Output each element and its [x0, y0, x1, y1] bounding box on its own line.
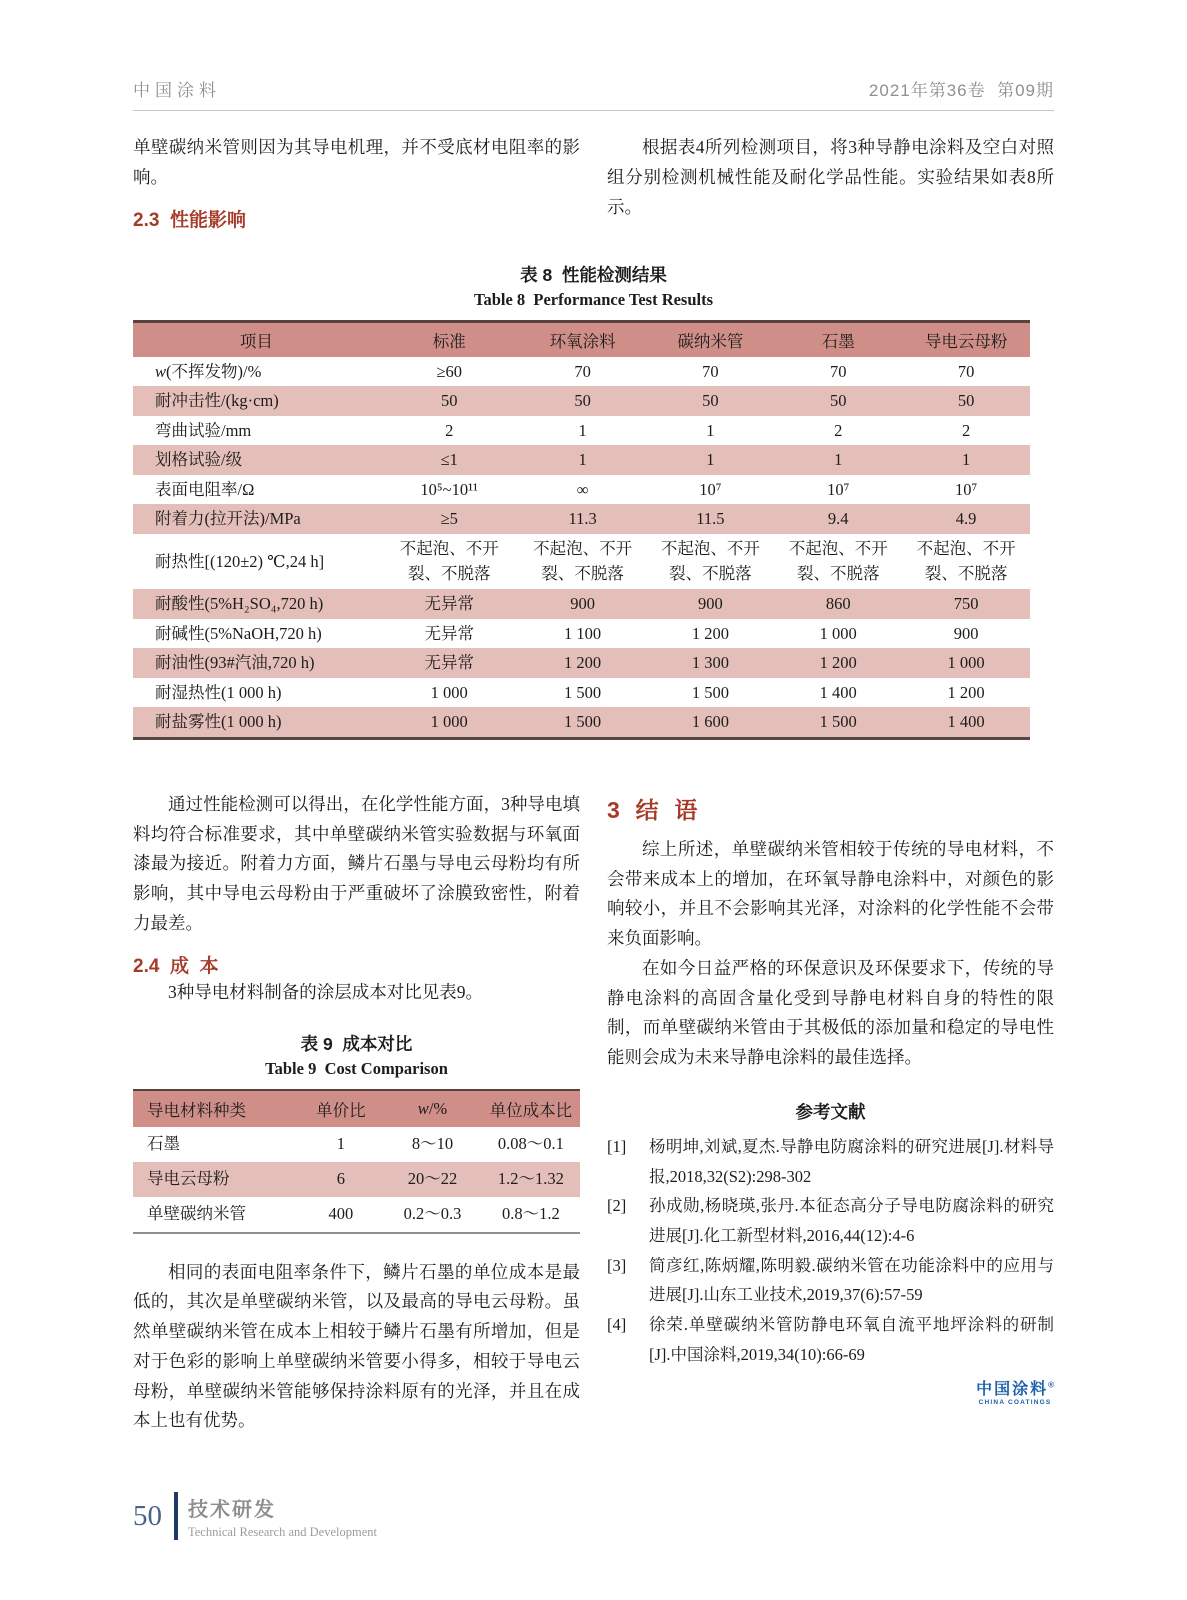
table-cell: 导电云母粉	[147, 1169, 230, 1189]
left-column-top	[133, 133, 580, 232]
table-cell: 2	[445, 420, 454, 440]
footer-section-cn: 技术研发	[188, 1498, 276, 1521]
table-cell: 50	[957, 391, 975, 411]
table-cell: 1 500	[691, 682, 729, 702]
table-row	[133, 1127, 580, 1162]
reference-text: 徐荣.单壁碳纳米管防静电环氧自流平地坪涂料的研制[J].中国涂料,2019,34(10):66-69	[649, 1314, 1054, 1364]
reference-item	[607, 1310, 1054, 1369]
references-heading: 参考文献	[795, 1101, 866, 1122]
table-header-row	[133, 321, 1030, 357]
table9-head	[133, 1090, 580, 1127]
table-cell: 10⁷	[699, 479, 722, 499]
table-row	[133, 619, 1030, 649]
table-cell: 不起泡、不开裂、不脱落	[533, 538, 633, 584]
table-cell: 1	[336, 1134, 345, 1154]
logo-en-text: CHINA COATINGS	[978, 1398, 1052, 1406]
reference-number: [2]	[607, 1196, 627, 1216]
reference-number: [3]	[607, 1255, 627, 1275]
table-cell: 1 600	[691, 712, 729, 732]
table-cell: 1 500	[819, 712, 857, 732]
table9-title-en: Table 9 Cost Comparison	[265, 1059, 448, 1079]
reference-number: [1]	[607, 1136, 627, 1156]
table-row	[133, 678, 1030, 708]
table-cell: 0.2～0.3	[403, 1203, 462, 1223]
table-cell: 0.8～1.2	[501, 1203, 560, 1223]
table-cell: 50	[702, 391, 719, 411]
table-header-cell: 导电云母粉	[902, 321, 1030, 357]
table-cell: 耐碱性(5%NaOH,720 h)	[155, 623, 322, 643]
table-cell: 耐热性[(120±2) ℃,24 h]	[155, 551, 325, 571]
table8-head	[133, 321, 1030, 357]
paragraph: 通过性能检测可以得出，在化学性能方面，3种导电填料均符合标准要求，其中单壁碳纳米管实验数据与环氧面漆最为接近。附着力方面，鳞片石墨与导电云母粉均有所影响，其中导电云母粉由于严重破坏了涂膜致密性，附着力最差。	[133, 793, 580, 933]
table-cell: 划格试验/级	[155, 450, 243, 470]
table-row	[133, 386, 1030, 416]
table-cell: 1 200	[819, 653, 857, 673]
table-cell: 1 400	[819, 682, 857, 702]
section-heading-2-3: 2.3 性能影响	[133, 209, 246, 231]
table-cell: 750	[953, 594, 979, 613]
table-cell: 10⁵~10¹¹	[420, 479, 478, 499]
page-number: 50	[133, 1499, 162, 1532]
table-cell: 不起泡、不开裂、不脱落	[788, 538, 888, 584]
reference-text: 简彦红,陈炳耀,陈明毅.碳纳米管在功能涂料中的应用与进展[J].山东工业技术,2019,37(6):57-59	[649, 1255, 1054, 1305]
table-header-cell: 环氧涂料	[519, 321, 647, 357]
table-cell: 无异常	[424, 653, 474, 673]
table-cell: 1 500	[564, 712, 602, 732]
reference-item	[607, 1191, 1054, 1250]
table-cell: 11.5	[696, 509, 725, 529]
table-cell: 2	[961, 420, 971, 440]
table-cell: 1 000	[430, 712, 468, 732]
table-header-cell: 项目	[133, 321, 380, 357]
table-cell: 1 200	[947, 682, 985, 702]
logo-cn-text: 中国涂料®	[976, 1380, 1054, 1399]
section-heading-3: 3 结 语	[607, 796, 699, 823]
table-row	[133, 357, 1030, 387]
table8-body	[133, 357, 1030, 739]
right-column-top	[607, 133, 1054, 232]
table-cell: 1 400	[947, 712, 985, 732]
journal-name: 中国涂料	[133, 81, 221, 100]
table-header-cell: 碳纳米管	[647, 321, 775, 357]
section-heading-2-4: 2.4 成 本	[133, 955, 219, 977]
table-cell: ≥60	[436, 361, 462, 381]
reference-number: [4]	[607, 1314, 627, 1334]
table-row	[133, 1162, 580, 1197]
page-footer	[133, 1492, 377, 1540]
table-cell: 70	[702, 361, 719, 381]
table-header-cell: 石墨	[774, 321, 902, 357]
table-cell: 20～22	[407, 1169, 458, 1189]
table-cell: 1.2～1.32	[497, 1169, 564, 1189]
reference-text: 孙成勋,杨晓瑛,张丹.本征态高分子导电防腐涂料的研究进展[J].化工新型材料,2016,44(12):4-6	[649, 1196, 1054, 1245]
table-cell: 2	[834, 420, 843, 440]
table8-title-cn: 表 8 性能检测结果	[520, 264, 667, 285]
table-cell: 无异常	[424, 623, 474, 643]
table-cell: 1 000	[430, 682, 468, 702]
paragraph: 3种导电材料制备的涂层成本对比见表9。	[168, 981, 483, 1002]
paragraph: 单壁碳纳米管则因为其导电机理，并不受底材电阻率的影响。	[133, 137, 580, 187]
reference-item	[607, 1132, 1054, 1191]
table-row	[133, 416, 1030, 446]
reference-text: 杨明坤,刘斌,夏杰.导静电防腐涂料的研究进展[J].材料导报,2018,32(S2):298-302	[649, 1136, 1054, 1186]
table-cell: 耐冲击性/(kg·cm)	[155, 391, 279, 411]
table-cell: 不起泡、不开裂、不脱落	[916, 538, 1016, 584]
table8-title-en: Table 8 Performance Test Results	[473, 289, 714, 309]
table-cell: 1 300	[691, 653, 729, 673]
table-cell: 900	[698, 594, 723, 613]
table-cell: 11.3	[568, 509, 597, 529]
table-cell: ≤1	[440, 450, 458, 470]
cost-comparison-table	[133, 1089, 580, 1233]
table-cell: 1 200	[691, 623, 729, 643]
table-row	[133, 534, 1030, 589]
registered-mark: ®	[1048, 1380, 1054, 1390]
paragraph: 在如今日益严格的环保意识及环保要求下，传统的导静电涂料的高固含量化受到导静电材料自身的特性的限制，而单壁碳纳米管由于其极低的添加量和稳定的导电性能则会成为未来导静电涂料的最佳选择。	[607, 957, 1054, 1068]
performance-test-table	[133, 320, 1030, 740]
paragraph: 根据表4所列检测项目，将3种导静电涂料及空白对照组分别检测机械性能及耐化学品性能。实验结果如表8所示。	[607, 137, 1054, 217]
table-row	[133, 707, 1030, 738]
table-cell: 1	[961, 450, 971, 470]
table-cell: 70	[574, 361, 591, 381]
table-row	[133, 648, 1030, 678]
table-cell: 不起泡、不开裂、不脱落	[660, 538, 760, 584]
table-cell: 70	[829, 361, 847, 381]
table-header-row	[133, 1090, 580, 1127]
table-cell: 石墨	[147, 1134, 180, 1154]
table-cell: 50	[574, 391, 591, 411]
paragraph: 综上所述，单壁碳纳米管相较于传统的导电材料，不会带来成本上的增加，在环氧导静电涂料中，对颜色的影响较小，并且不会影响其光泽，对涂料的化学性能不会带来负面影响。	[607, 838, 1054, 949]
table-cell: ∞	[576, 479, 589, 499]
left-column-bottom	[133, 790, 580, 1436]
table-cell: 附着力(拉开法)/MPa	[155, 509, 301, 529]
table-cell: 单壁碳纳米管	[147, 1203, 246, 1223]
china-coatings-logo	[607, 1381, 1054, 1406]
table-cell: 1 000	[947, 653, 985, 673]
table-cell: 1 100	[564, 623, 602, 643]
table-header-cell: 单位成本比	[482, 1090, 580, 1127]
table-cell: ≥5	[440, 509, 458, 529]
table-cell: 1	[706, 420, 715, 440]
table-cell: 表面电阻率/Ω	[155, 479, 255, 499]
table-cell: 耐盐雾性(1 000 h)	[155, 712, 282, 732]
table-cell: 弯曲试验/mm	[155, 420, 252, 440]
table-cell: 6	[336, 1169, 345, 1189]
table-cell: w(不挥发物)/%	[155, 361, 262, 381]
table-row	[133, 445, 1030, 475]
right-column-bottom	[607, 790, 1054, 1436]
table-cell: 8～10	[411, 1134, 454, 1154]
page-header	[133, 76, 1054, 111]
table9-title-cn: 表 9 成本对比	[300, 1034, 413, 1055]
table-header-cell: 单价比	[298, 1090, 383, 1127]
paragraph: 相同的表面电阻率条件下，鳞片石墨的单位成本是最低的，其次是单壁碳纳米管，以及最高的导电云母粉。虽然单壁碳纳米管在成本上相较于鳞片石墨有所增加，但是对于色彩的影响上单壁碳纳米管要小得多，相较于导电云母粉，单壁碳纳米管能够保持涂料原有的光泽，并且在成本上也有优势。	[133, 1261, 580, 1431]
table-cell: 1 500	[564, 682, 602, 702]
table-cell: 不起泡、不开裂、不脱落	[399, 538, 499, 584]
table9-body	[133, 1127, 580, 1232]
table-cell: 1 000	[819, 623, 857, 643]
table-header-cell: 标准	[380, 321, 519, 357]
table-cell: 1 200	[564, 653, 602, 673]
table-cell: 400	[328, 1203, 354, 1223]
table-cell: 860	[825, 594, 851, 613]
footer-divider-bar	[174, 1492, 178, 1540]
table-cell: 耐湿热性(1 000 h)	[155, 682, 282, 702]
table-row	[133, 475, 1030, 505]
reference-item	[607, 1251, 1054, 1310]
table-cell: 10⁷	[827, 479, 850, 499]
table-cell: 70	[957, 361, 975, 381]
footer-section-en: Technical Research and Development	[188, 1524, 377, 1539]
table-cell: 10⁷	[954, 479, 978, 499]
table-cell: 900	[953, 623, 979, 643]
table-cell: 1	[578, 420, 587, 440]
table-cell: 无异常	[424, 594, 474, 613]
table-cell: 50	[440, 391, 458, 411]
table-cell: 50	[829, 391, 847, 411]
table-cell: 1	[706, 450, 715, 470]
table-cell: 9.4	[827, 509, 849, 529]
table-row	[133, 1197, 580, 1233]
table-cell: 0.08～0.1	[497, 1134, 564, 1154]
table-cell: 900	[570, 594, 595, 613]
table-header-cell: w/%	[383, 1090, 481, 1127]
table-cell: 耐油性(93#汽油,720 h)	[155, 653, 315, 673]
table-row	[133, 589, 1030, 619]
table-cell: 4.9	[955, 509, 977, 529]
table-header-cell: 导电材料种类	[133, 1090, 298, 1127]
table-cell: 1	[578, 450, 587, 470]
table-cell: 耐酸性(5%H₂SO₄,720 h)	[155, 594, 324, 613]
issue-info: 2021年第36卷 第09期	[868, 81, 1054, 100]
table-cell: 1	[834, 450, 843, 470]
table-row	[133, 504, 1030, 534]
